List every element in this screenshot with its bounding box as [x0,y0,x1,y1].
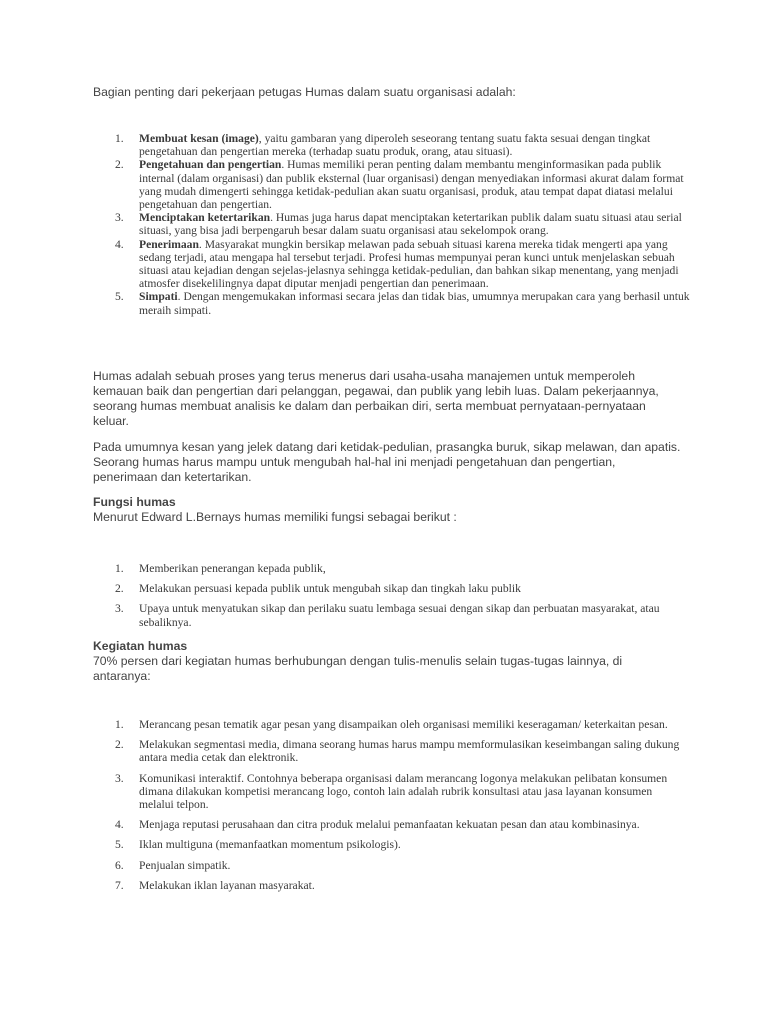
list-term: Penerimaan [139,237,199,251]
list-text: . Humas memiliki peran penting dalam membantu menginformasikan pada publik internal (dalam organisasi) dan publik eksternal (luar organisasi) dengan menyediakan informasi akurat dalam format yang mudah dimengerti sehingga ketidak-pedulian akan suatu organisasi, produk, atau tempat dapat diatasi melalui pengetahuan dan pengertian. [139,158,684,212]
list-item [93,602,693,628]
list-text: Memberikan penerangan kepada publik, [139,562,326,575]
list-number: 2. [115,158,124,172]
list-item [93,718,683,731]
section-heading-kegiatan: Kegiatan humas [93,639,188,653]
list-text: . Masyarakat mungkin bersikap melawan pada sebuah situasi karena mereka tidak mengerti apa yang sedang terjadi, atau mengapa hal tersebut terjadi. Profesi humas mempunyai peran kunci untuk menjelaskan sebuah situasi atau kejadian dengan sejelas-jelasnya sehingga ketidak-pedulian, dan bahkan sikap menentang, yang menjadi atmosfer disekelilingnya dapat diputar menjadi pengertian dan penerimaan. [139,237,679,291]
list-number: 2. [115,738,124,752]
fungsi-list [93,562,693,636]
list-item [93,859,683,872]
paragraph-humas-definition: Humas adalah sebuah proses yang terus menerus dari usaha-usaha manajemen untuk memperoleh kemauan baik dan pengertian dari pelanggan, pegawai, dan publik yang lebih luas. Dalam pekerjaannya, seorang humas membuat analisis ke dalam dan perbaikan diri, serta membuat pernyataan-pernyataan keluar. [93,369,659,428]
list-item [93,879,683,892]
kegiatan-intro: 70% persen dari kegiatan humas berhubungan dengan tulis-menulis selain tugas-tugas lainnya, di antaranya: [93,654,623,683]
fungsi-intro: Menurut Edward L.Bernays humas memiliki fungsi sebagai berikut : [93,510,457,524]
list-number: 3. [115,211,124,225]
important-roles-list [93,132,693,317]
list-item [93,238,693,291]
list-item [93,290,693,316]
list-text: Menjaga reputasi perusahaan dan citra produk melalui pemanfaatan kekuatan pesan dan atau kombinasinya. [139,818,640,832]
list-item [93,738,683,764]
section-heading-fungsi: Fungsi humas [93,495,176,509]
list-number: 3. [115,771,124,785]
list-text: Merancang pesan tematik agar pesan yang disampaikan oleh organisasi memiliki keseragaman/ keterkaitan pesan. [139,718,668,731]
list-number: 1. [115,562,124,575]
list-item [93,211,693,237]
list-number: 5. [115,290,124,304]
list-number: 2. [115,582,124,596]
list-item [93,772,683,812]
list-number: 3. [115,602,124,616]
list-text: Penjualan simpatik. [139,858,231,872]
list-text: , yaitu gambaran yang diperoleh seseorang tentang suatu fakta sesuai dengan tingkat pengetahuan dan pengertian mereka (terhadap suatu produk, orang, atau situasi). [139,132,651,159]
list-item [93,818,683,831]
list-term: Menciptakan ketertarikan [139,211,271,225]
list-term: Simpati [139,290,178,304]
list-item [93,562,693,575]
list-number: 1. [115,132,124,145]
paragraph-bad-impression: Pada umumnya kesan yang jelek datang dari ketidak-pedulian, prasangka buruk, sikap melawan, dan apatis. Seorang humas harus mampu untuk mengubah hal-hal ini menjadi pengetahuan dan pengertian, penerimaan dan ketertarikan. [93,440,681,484]
list-item [93,132,693,158]
list-item [93,158,693,211]
list-text: . Dengan mengemukakan informasi secara jelas dan tidak bias, umumnya merupakan cara yang berhasil untuk meraih simpati. [139,290,690,317]
list-text: Iklan multiguna (memanfaatkan momentum psikologis). [139,838,401,852]
list-text: Melakukan persuasi kepada publik untuk mengubah sikap dan tingkah laku publik [139,582,521,596]
list-item [93,838,683,851]
list-text: . Humas juga harus dapat menciptakan ketertarikan publik dalam suatu situasi atau serial situasi, yang bisa jadi berpengaruh besar dalam suatu organisasi atau sekelompok orang. [139,211,682,238]
list-number: 4. [115,818,124,832]
list-number: 6. [115,858,124,872]
list-term: Pengetahuan dan pengertian [139,158,282,172]
list-number: 4. [115,237,124,251]
list-text: Upaya untuk menyatukan sikap dan perilaku suatu lembaga sesuai dengan sikap dan perbuatan masyarakat, atau sebaliknya. [139,602,660,629]
kegiatan-list [93,718,683,899]
list-item [93,582,693,595]
list-text: Komunikasi interaktif. Contohnya beberapa organisasi dalam merancang logonya melakukan pelibatan konsumen dimana dilakukan kompetisi merancang logo, contoh lain adalah rubrik konsultasi atau jasa layanan konsumen melalui telpon. [139,771,668,812]
list-number: 7. [115,878,124,892]
intro-text: Bagian penting dari pekerjaan petugas Humas dalam suatu organisasi adalah: [93,85,516,99]
list-text: Melakukan segmentasi media, dimana seorang humas harus mampu memformulasikan keseimbangan saling dukung antara media cetak dan elektronik. [139,738,680,765]
list-number: 5. [115,838,124,852]
list-number: 1. [115,718,124,731]
list-term: Membuat kesan (image) [139,132,259,145]
list-text: Melakukan iklan layanan masyarakat. [139,878,315,892]
